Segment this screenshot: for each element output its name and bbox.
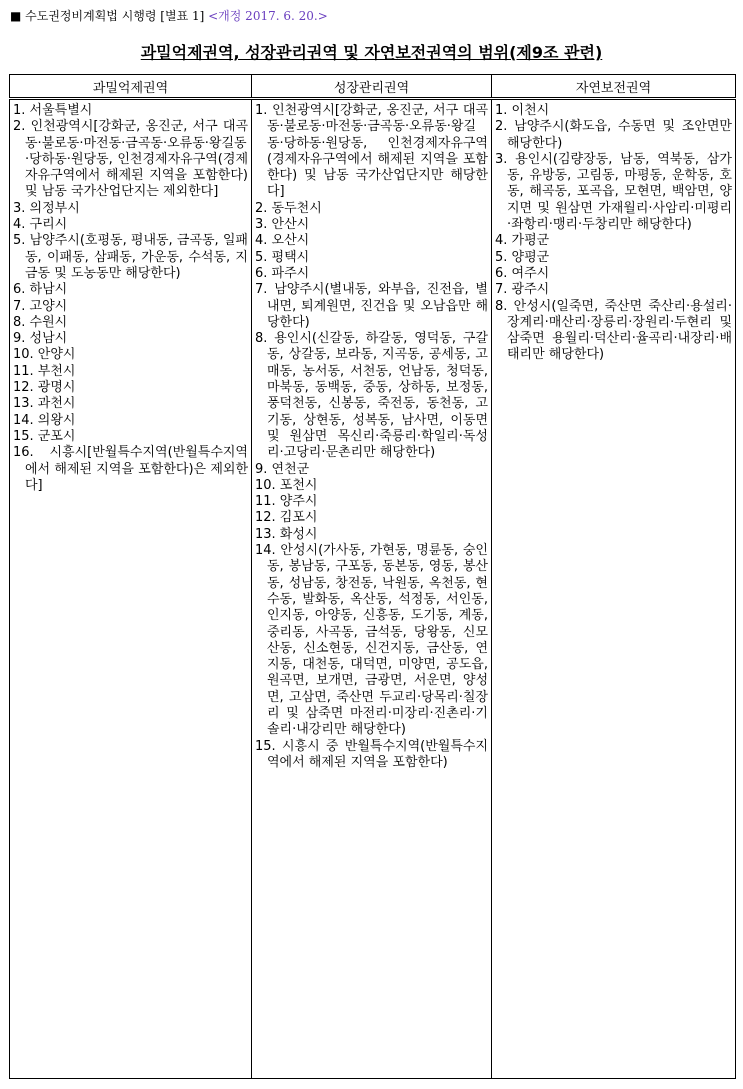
- zone-list-item: 15. 군포시: [13, 428, 76, 444]
- zone-list-item: 5. 남양주시(호평동, 평내동, 금곡동, 일패동, 이패동, 삼패동, 가운동, 수석동, 지금동 및 도농동만 해당한다): [13, 233, 248, 281]
- zone-list-item: 6. 파주시: [255, 265, 310, 281]
- growth-management-zone-cell: [252, 99, 492, 1079]
- nature-conservation-zone-cell: [492, 99, 736, 1079]
- zone-table-body-row: [10, 99, 736, 1079]
- column-heading-overcrowding: 과밀억제권역: [10, 75, 252, 99]
- zone-list-item: 7. 고양시: [13, 298, 68, 314]
- overcrowding-zone-list: [13, 103, 248, 494]
- zone-list-item: 7. 남양주시(별내동, 와부읍, 진전읍, 별내면, 퇴계원면, 진건읍 및 오남읍만 해당한다): [255, 282, 488, 330]
- zone-list-item: 4. 구리시: [13, 217, 68, 233]
- zone-list-item: 1. 서울특별시: [13, 103, 93, 118]
- amendment-date: <개정 2017. 6. 20.>: [208, 9, 328, 23]
- zone-list-item: 4. 오산시: [255, 233, 310, 249]
- zone-list-item: 16. 시흥시[반월특수지역(반월특수지역에서 해제된 지역을 포함한다)은 제외한다]: [13, 445, 248, 493]
- zone-list-item: 1. 인천광역시[강화군, 옹진군, 서구 대곡동·불로동·마전동·금곡동·오류동·왕길동·당하동·원당동, 인천경제자유구역(경제자유구역에서 해제된 지역을 포함한다) 및 남동 국가산업단지만 해당한다]: [255, 103, 488, 200]
- zone-list-item: 13. 화성시: [255, 526, 318, 542]
- document-header: [10, 7, 328, 24]
- zone-list-item: 14. 안성시(가사동, 가현동, 명륜동, 숭인동, 봉남동, 구포동, 동본동, 영동, 봉산동, 성남동, 창전동, 낙원동, 옥천동, 현수동, 발화동, 옥산동, 석정동, 서인동, 인지동, 아양동, 신흥동, 도기동, 계동, 중리동, 사곡동, 금석동, 당왕동, 신모산동, 신소현동, 신건지동, 금산동, 연지동, 대천동, 대덕면, 미양면, 공도읍, 원곡면, 보개면, 금광면, 서운면, 양성면, 고삼면, 죽산면 두교리·당목리·칠장리 및 삼죽면 마전리·미장리·진촌리·기솔리·내강리만 해당한다): [255, 543, 488, 738]
- zone-list-item: 10. 안양시: [13, 347, 76, 363]
- zone-list-item: 12. 광명시: [13, 380, 76, 396]
- zone-list-item: 13. 과천시: [13, 396, 76, 412]
- zone-list-item: 9. 연천군: [255, 461, 310, 477]
- zone-table-header-row: [10, 75, 736, 99]
- zone-list-item: 5. 평택시: [255, 249, 310, 265]
- growth-management-zone-list: [255, 103, 488, 771]
- zone-list-item: 11. 양주시: [255, 494, 318, 510]
- zone-list-item: 8. 안성시(일죽면, 죽산면 죽산리·용설리·장계리·매산리·장릉리·장원리·두현리 및 삼죽면 용월리·덕산리·율곡리·내장리·배태리만 해당한다): [495, 298, 732, 363]
- zone-list-item: 2. 인천광역시[강화군, 옹진군, 서구 대곡동·불로동·마전동·금곡동·오류동·왕길동·당하동·원당동, 인천경제자유구역(경제자유구역에서 해제된 지역을 포함한다) 및 남동 국가산업단지는 제외한다]: [13, 119, 248, 200]
- zone-list-item: 4. 가평군: [495, 233, 550, 249]
- document-title: 과밀억제권역, 성장관리권역 및 자연보전권역의 범위(제9조 관련): [140, 43, 603, 62]
- zone-list-item: 1. 이천시: [495, 103, 550, 118]
- zone-list-item: 15. 시흥시 중 반월특수지역(반월특수지역에서 해제된 지역을 포함한다): [255, 738, 488, 770]
- column-heading-nature-conservation: 자연보전권역: [492, 75, 736, 99]
- overcrowding-zone-cell: [10, 99, 252, 1079]
- zone-list-item: 11. 부천시: [13, 363, 76, 379]
- zone-list-item: 8. 용인시(신갈동, 하갈동, 영덕동, 구갈동, 상갈동, 보라동, 지곡동, 공세동, 고매동, 농서동, 서천동, 언남동, 청덕동, 마북동, 동백동, 중동, 상하동, 보정동, 풍덕천동, 신봉동, 죽전동, 동천동, 고기동, 상현동, 성복동, 남사면, 이동면 및 원삼면 목신리·죽릉리·학일리·독성리·고당리·문촌리만 해당한다): [255, 331, 488, 461]
- zone-list-item: 9. 성남시: [13, 331, 68, 347]
- zone-table: [9, 74, 736, 1079]
- zone-list-item: 2. 동두천시: [255, 200, 322, 216]
- zone-list-item: 3. 안산시: [255, 217, 310, 233]
- zone-list-item: 7. 광주시: [495, 282, 550, 298]
- zone-list-item: 8. 수원시: [13, 314, 68, 330]
- zone-list-item: 2. 남양주시(화도읍, 수동면 및 조안면만 해당한다): [495, 119, 732, 151]
- zone-list-item: 14. 의왕시: [13, 412, 76, 428]
- zone-list-item: 12. 김포시: [255, 510, 318, 526]
- zone-list-item: 3. 의정부시: [13, 200, 80, 216]
- zone-list-item: 6. 여주시: [495, 265, 550, 281]
- nature-conservation-zone-list: [495, 103, 732, 364]
- column-heading-growth-management: 성장관리권역: [252, 75, 492, 99]
- zone-list-item: 10. 포천시: [255, 477, 318, 493]
- zone-list-item: 6. 하남시: [13, 282, 68, 298]
- zone-list-item: 3. 용인시(김량장동, 남동, 역북동, 삼가동, 유방동, 고림동, 마평동, 운학동, 호동, 해곡동, 포곡읍, 모현면, 백암면, 양지면 및 원삼면 가재월리·사암리·미평리·좌항리·맹리·두창리만 해당한다): [495, 151, 732, 233]
- law-reference: ■ 수도권정비계획법 시행령 [별표 1]: [10, 9, 205, 23]
- zone-list-item: 5. 양평군: [495, 249, 550, 265]
